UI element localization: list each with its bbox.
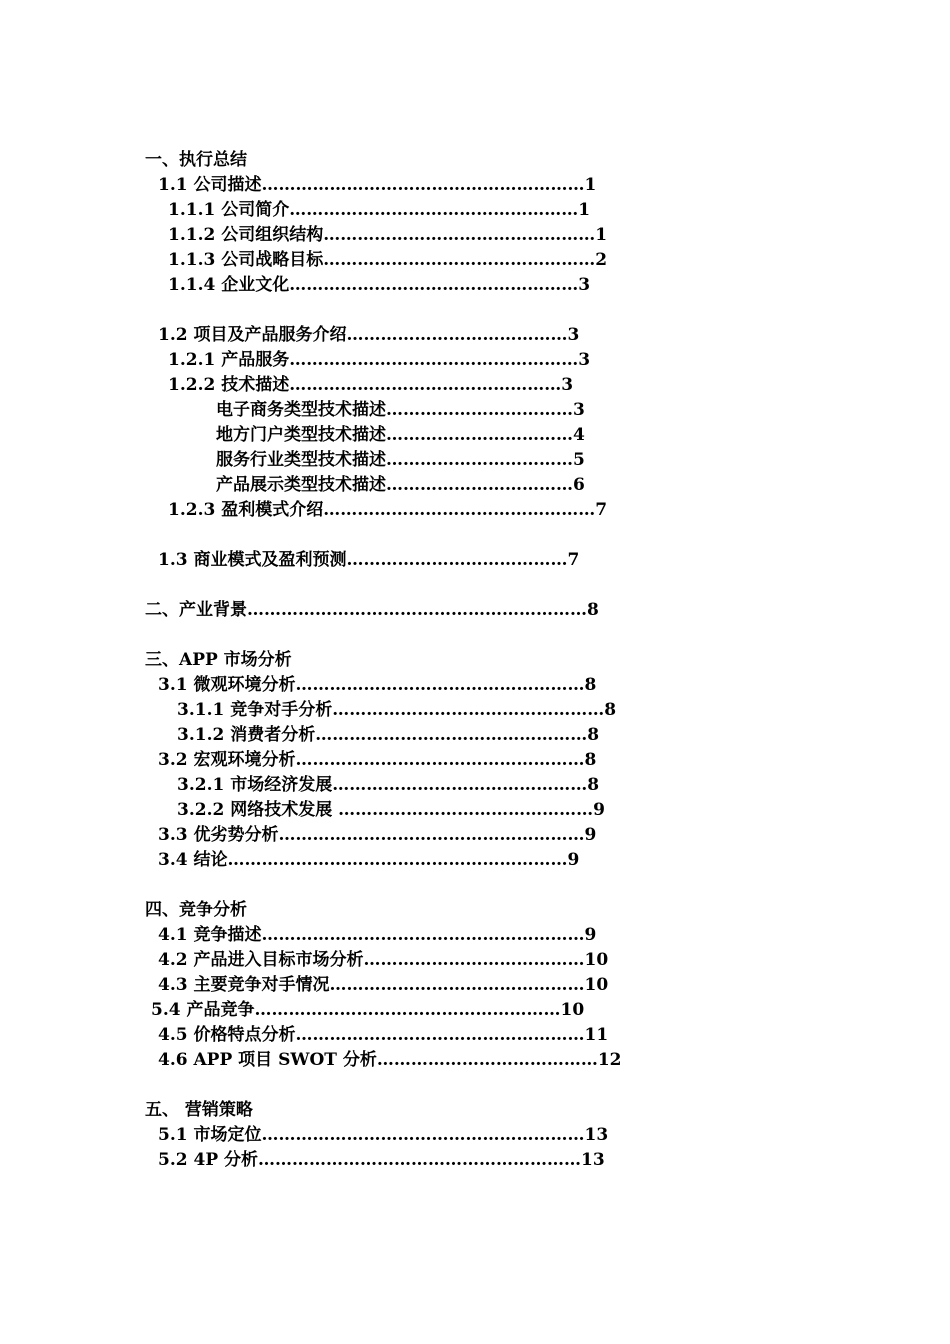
toc-heading-1[interactable]: 一、执行总结	[145, 150, 247, 170]
toc-entry-3-4[interactable]: 3.4 结论……………………………………………………9	[158, 850, 580, 870]
toc-entry-ecommerce-tech[interactable]: 电子商务类型技术描述……………………………3	[216, 400, 585, 420]
toc-entry-1-3[interactable]: 1.3 商业模式及盈利预测…………………………………7	[158, 550, 580, 570]
toc-entry-3-3[interactable]: 3.3 优劣势分析………………………………………………9	[158, 825, 597, 845]
toc-entry-1-2-2[interactable]: 1.2.2 技术描述…………………………………………3	[168, 375, 574, 395]
toc-heading-3[interactable]: 三、APP 市场分析	[145, 650, 292, 670]
toc-entry-service-tech[interactable]: 服务行业类型技术描述……………………………5	[216, 450, 585, 470]
toc-entry-1-2[interactable]: 1.2 项目及产品服务介绍…………………………………3	[158, 325, 580, 345]
toc-entry-4-5[interactable]: 4.5 价格特点分析……………………………………………11	[158, 1025, 609, 1045]
toc-entry-portal-tech[interactable]: 地方门户类型技术描述……………………………4	[216, 425, 585, 445]
toc-entry-3-2-1[interactable]: 3.2.1 市场经济发展………………………………………8	[177, 775, 600, 795]
toc-entry-1-1-2[interactable]: 1.1.2 公司组织结构…………………………………………1	[168, 225, 608, 245]
toc-entry-3-2-2[interactable]: 3.2.2 网络技术发展 ………………………………………9	[177, 800, 605, 820]
toc-heading-2[interactable]: 二、产业背景……………………………………………………8	[145, 600, 599, 620]
toc-entry-1-1[interactable]: 1.1 公司描述…………………………………………………1	[158, 175, 597, 195]
toc-entry-4-2[interactable]: 4.2 产品进入目标市场分析…………………………………10	[158, 950, 609, 970]
toc-entry-3-1[interactable]: 3.1 微观环境分析……………………………………………8	[158, 675, 597, 695]
toc-entry-1-1-3[interactable]: 1.1.3 公司战略目标…………………………………………2	[168, 250, 608, 270]
toc-entry-4-1[interactable]: 4.1 竞争描述…………………………………………………9	[158, 925, 597, 945]
toc-entry-3-2[interactable]: 3.2 宏观环境分析……………………………………………8	[158, 750, 597, 770]
toc-entry-5-2[interactable]: 5.2 4P 分析…………………………………………………13	[158, 1150, 605, 1170]
toc-entry-1-1-1[interactable]: 1.1.1 公司简介……………………………………………1	[168, 200, 591, 220]
toc-entry-3-1-1[interactable]: 3.1.1 竞争对手分析…………………………………………8	[177, 700, 617, 720]
toc-entry-1-2-3[interactable]: 1.2.3 盈利模式介绍…………………………………………7	[168, 500, 608, 520]
toc-entry-5-4[interactable]: 5.4 产品竞争………………………………………………10	[151, 1000, 585, 1020]
toc-entry-showcase-tech[interactable]: 产品展示类型技术描述……………………………6	[216, 475, 585, 495]
toc-entry-5-1[interactable]: 5.1 市场定位…………………………………………………13	[158, 1125, 609, 1145]
toc-entry-3-1-2[interactable]: 3.1.2 消费者分析…………………………………………8	[177, 725, 600, 745]
toc-entry-4-3[interactable]: 4.3 主要竞争对手情况………………………………………10	[158, 975, 609, 995]
toc-entry-1-1-4[interactable]: 1.1.4 企业文化……………………………………………3	[168, 275, 591, 295]
toc-heading-5[interactable]: 五、 营销策略	[145, 1100, 253, 1120]
toc-entry-4-6[interactable]: 4.6 APP 项目 SWOT 分析…………………………………12	[158, 1050, 622, 1070]
toc-heading-4[interactable]: 四、竞争分析	[145, 900, 247, 920]
toc-entry-1-2-1[interactable]: 1.2.1 产品服务……………………………………………3	[168, 350, 591, 370]
